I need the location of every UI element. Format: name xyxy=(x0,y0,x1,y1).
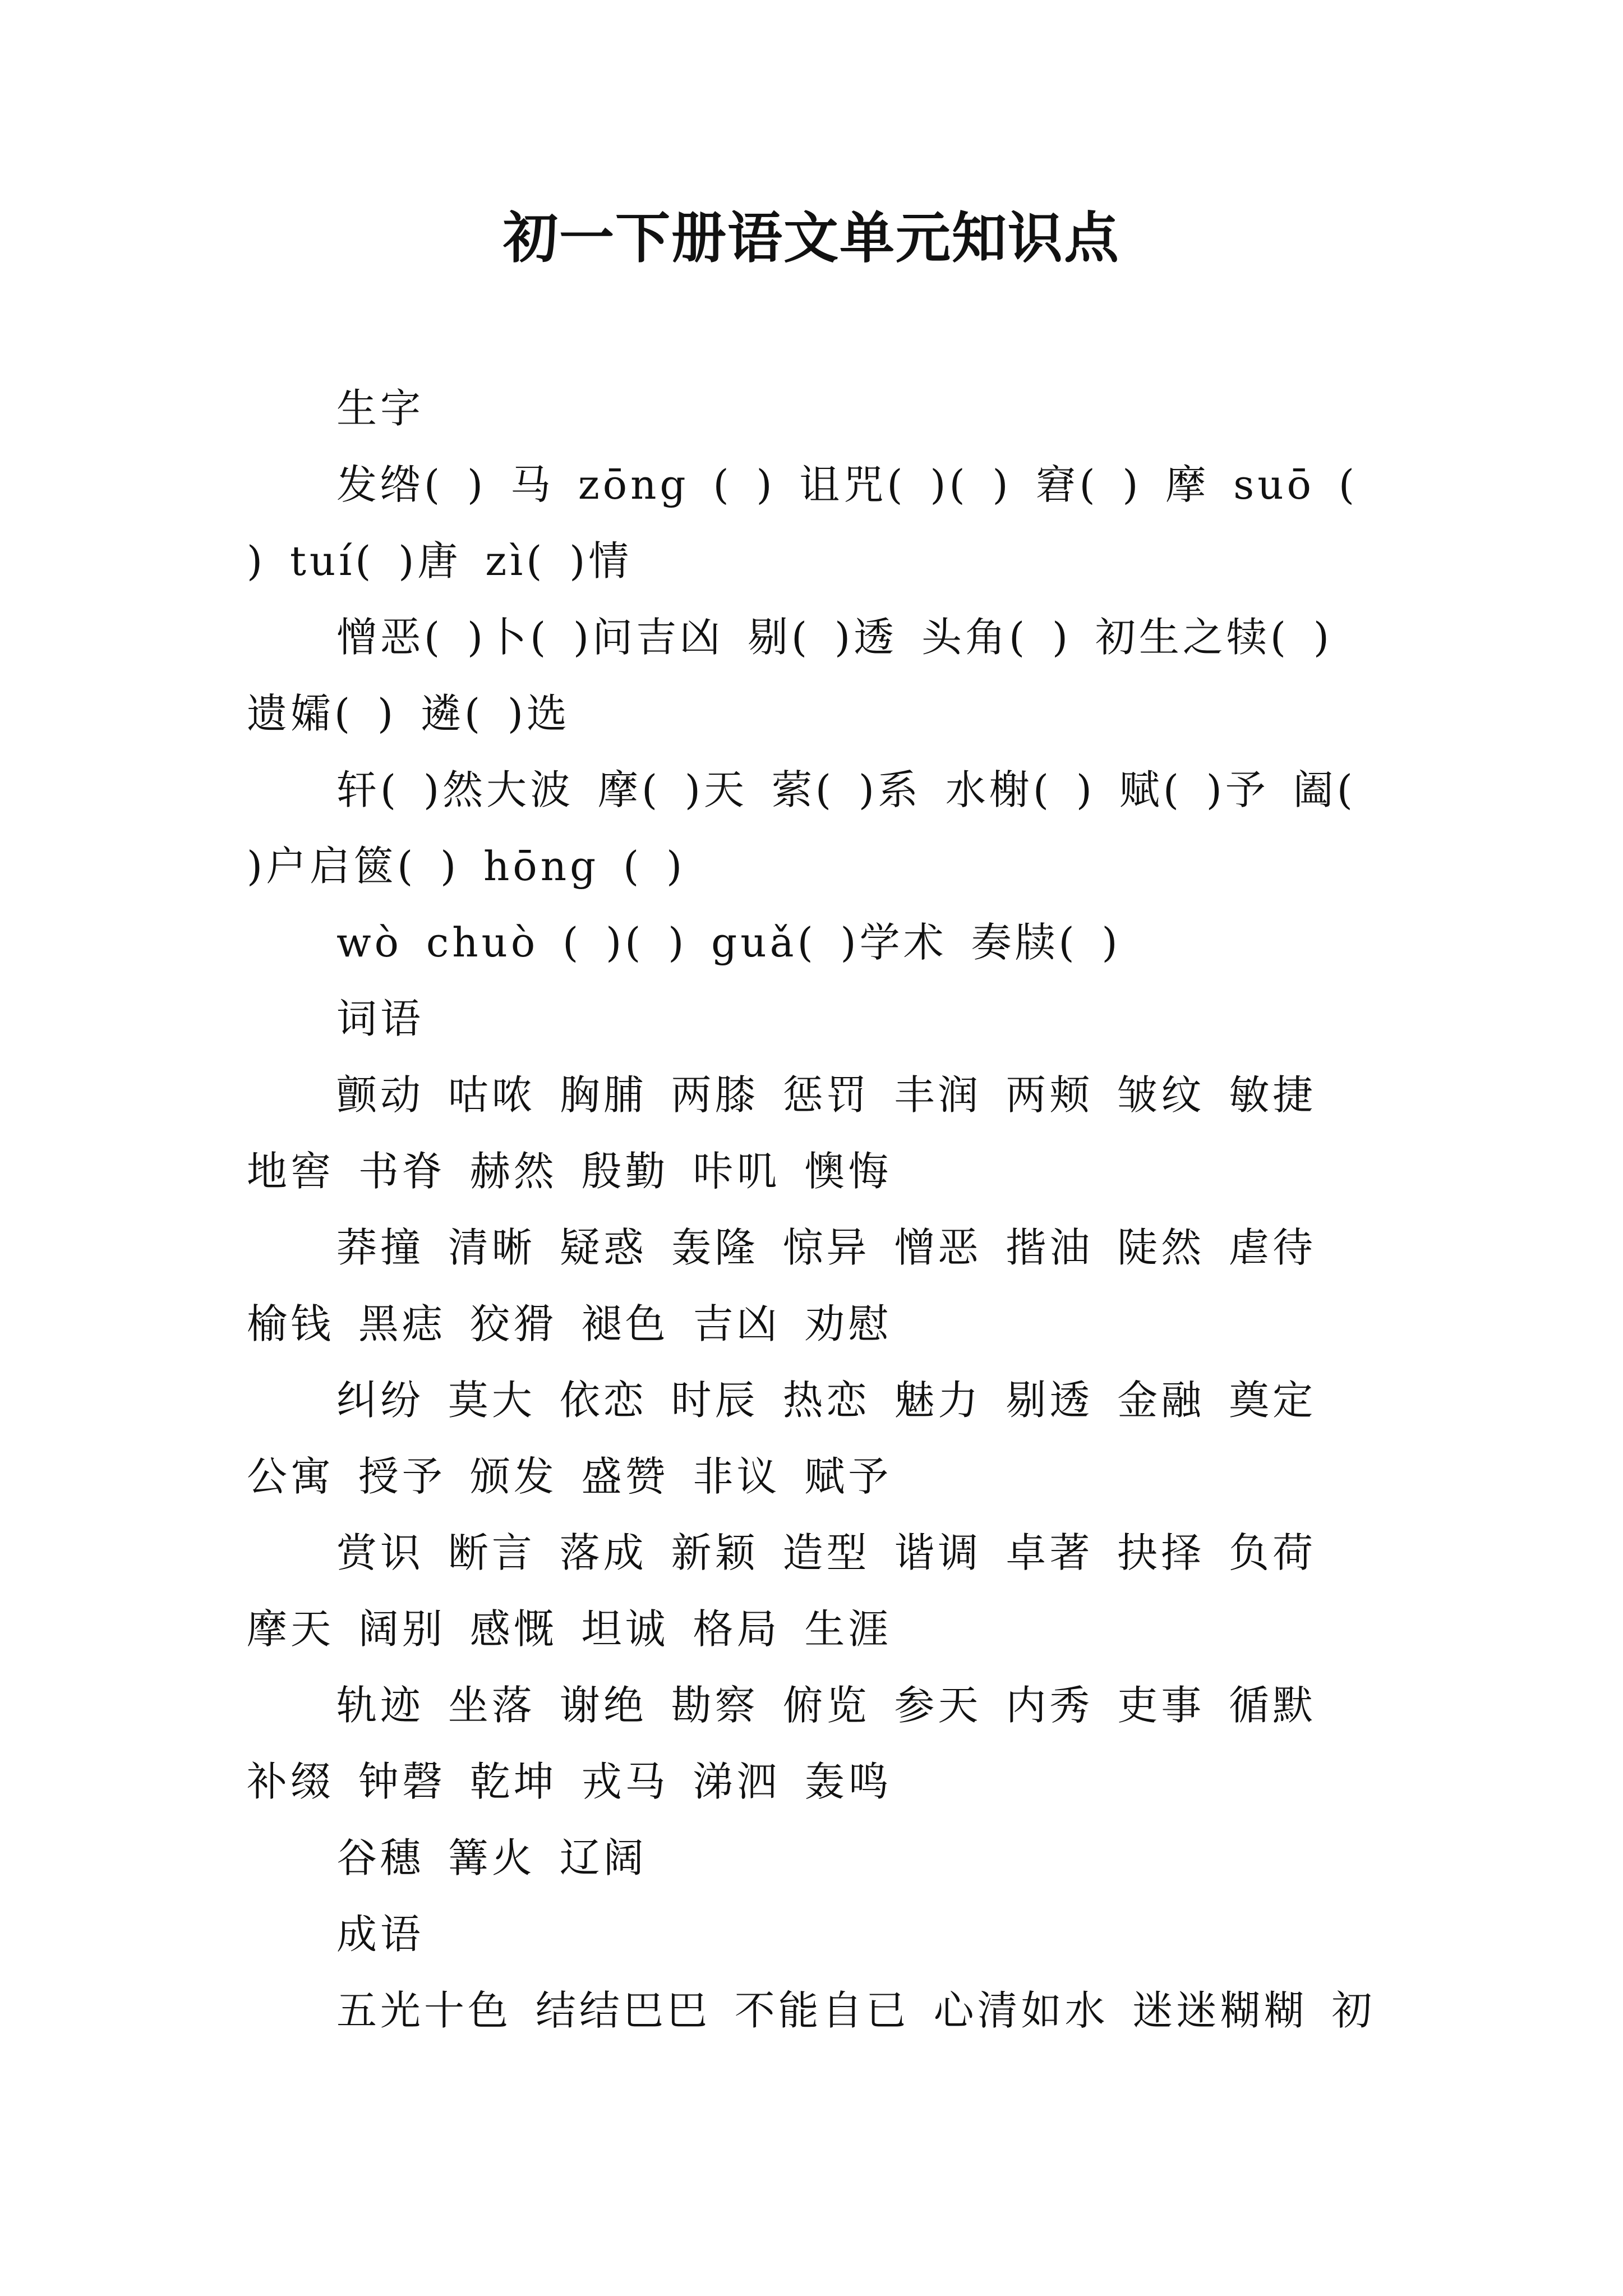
paragraph: 五光十色 结结巴巴 不能自已 心清如水 迷迷糊糊 初 xyxy=(336,1987,1376,2034)
paragraph: 发绺( ) 马 zōng ( ) 诅咒( )( ) 窘( ) 摩 suō ( ) tuí( )唐 zì( )情 xyxy=(247,461,1358,585)
document-body xyxy=(247,370,1380,2049)
paragraph: wò chuò ( )( ) guǎ( )学术 奏牍( ) xyxy=(336,919,1121,966)
paragraph: 轩( )然大波 摩( )天 萦( )系 水榭( ) 赋( )予 阖( )户启篋( ) hōng ( ) xyxy=(247,766,1356,890)
paragraph: 纠纷 莫大 依恋 时辰 热恋 魅力 剔透 金融 奠定 公寓 授予 颁发 盛赞 非议 赋予 xyxy=(247,1377,1317,1500)
paragraph: 轨迹 坐落 谢绝 勘察 俯览 参天 内秀 吏事 循默 补缀 钟磬 乾坤 戎马 涕泗 轰鸣 xyxy=(247,1682,1317,1805)
section-heading-chengyu: 成语 xyxy=(336,1911,425,1958)
paragraph: 莽撞 清晰 疑惑 轰隆 惊异 憎恶 揩油 陡然 虐待 榆钱 黑痣 狡猾 褪色 吉凶 劝慰 xyxy=(247,1224,1317,1347)
paragraph: 谷穗 篝火 辽阔 xyxy=(336,1834,647,1881)
paragraph: 颤动 咕哝 胸脯 两膝 惩罚 丰润 两颊 皱纹 敏捷 地窖 书脊 赫然 殷勤 咔叽 懊悔 xyxy=(247,1071,1317,1195)
paragraph: 憎恶( )卜( )问吉凶 剔( )透 头角( ) 初生之犊( ) 遗孀( ) 遴( )选 xyxy=(247,614,1332,737)
section-heading-shengzi: 生字 xyxy=(336,385,425,432)
paragraph: 赏识 断言 落成 新颖 造型 谐调 卓著 抉择 负荷 摩天 阔别 感慨 坦诚 格局 生涯 xyxy=(247,1529,1317,1653)
section-heading-ciyu: 词语 xyxy=(336,995,425,1042)
document-title: 初一下册语文单元知识点 xyxy=(502,206,1120,270)
